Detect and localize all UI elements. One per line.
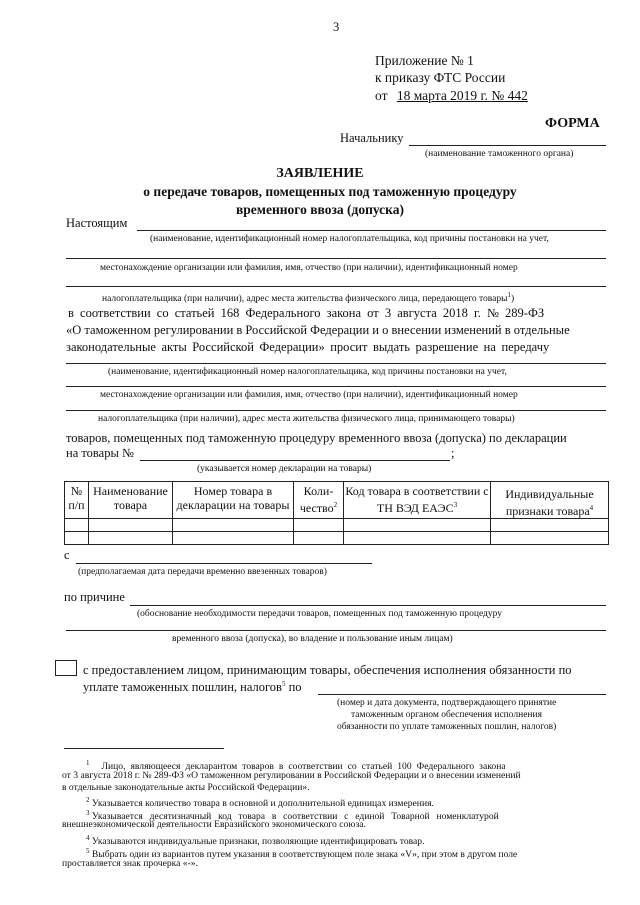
footnote-separator xyxy=(64,748,224,749)
paragraph-1-line3: законодательные акты Российской Федерации» просит выдать разрешение на передачу xyxy=(66,340,550,354)
table-cell[interactable] xyxy=(89,519,173,532)
header-features: Индивидуальные признаки товара$^4$ xyxy=(491,482,609,519)
footnote-1-line2: от 3 августа 2018 г. № 289-ФЗ «О таможенном регулировании в Российской Федерации и о внесении изменений xyxy=(62,770,521,781)
footnote-2: $^2$ Указывается количество товара в основной и дополнительной единицах измерения. xyxy=(86,796,434,810)
footnote-5-line1: $^5$ Выбрать один из вариантов путем указания в соответствующем поле знака «V», при этом в другом поле xyxy=(86,847,518,861)
subtitle-line1: о передаче товаров, помещенных под таможенную процедуру xyxy=(143,184,517,199)
receiver-field-3[interactable] xyxy=(66,410,606,411)
addressee-field[interactable] xyxy=(409,145,606,146)
footnote-3-line1: $^3$ Указывается десятизначный код товара в соответствии с единой Товарной номенклатурой xyxy=(86,809,499,823)
header-name: Наименование товара xyxy=(89,482,173,519)
header-date: 18 марта 2019 г. № 442 xyxy=(396,88,528,103)
table-cell[interactable] xyxy=(89,532,173,545)
declaration-caption: (указывается номер декларации на товары) xyxy=(197,464,372,474)
security-caption-1: (номер и дата документа, подтверждающего принятие xyxy=(337,698,557,708)
sender-caption-2: местонахождение организации или фамилия, имя, отчество (при наличии), идентификационный номер xyxy=(100,263,518,273)
intro-label: Настоящим xyxy=(66,216,128,230)
table-cell[interactable] xyxy=(491,532,609,545)
reason-field-2[interactable] xyxy=(66,630,606,631)
paragraph-1-line2: «О таможенном регулировании в Российской Федерации и о внесении изменений в отдельные xyxy=(66,323,570,337)
declaration-number-field[interactable] xyxy=(140,460,450,461)
receiver-field[interactable] xyxy=(66,363,606,364)
security-checkbox[interactable] xyxy=(55,660,77,676)
sender-field-3[interactable] xyxy=(66,286,606,287)
goods-table xyxy=(64,481,609,545)
sender-caption-3: налогоплательщика (при наличии), адрес места жительства физического лица, передающего товары$^1$) xyxy=(102,291,515,305)
receiver-field-2[interactable] xyxy=(66,386,606,387)
title: ЗАЯВЛЕНИЕ xyxy=(276,166,364,181)
semicolon: ; xyxy=(451,446,455,460)
security-caption-3: обязанности по уплате таможенных пошлин, налогов) xyxy=(337,722,557,732)
reason-caption-2: временного ввоза (допуска), во владение и пользование иным лицам) xyxy=(172,634,453,644)
table-cell[interactable] xyxy=(173,532,294,545)
table-cell[interactable] xyxy=(294,519,344,532)
footnote-3-line2: внешнеэкономической деятельности Евразийского экономического союза. xyxy=(62,819,366,830)
sender-caption-1: (наименование, идентификационный номер налогоплательщика, код причины постановки на учет, xyxy=(150,234,549,244)
header-order: к приказу ФТС России xyxy=(375,70,506,85)
reason-caption-1: (обоснование необходимости передачи товаров, помещенных под таможенную процедуру xyxy=(137,609,503,619)
form-label: ФОРМА xyxy=(545,116,600,131)
footnote-1-line1: $^1$ Лицо, являющееся декларантом товаров в соответствии со статьей 100 Федерального закона xyxy=(86,759,506,773)
subtitle-line2: временного ввоза (допуска) xyxy=(236,202,404,217)
header-date-prefix: от xyxy=(375,88,388,103)
checkbox-text-line2: уплате таможенных пошлин, налогов$^5$ по xyxy=(83,680,302,695)
security-caption-2: таможенным органом обеспечения исполнения xyxy=(351,710,542,720)
table-cell[interactable] xyxy=(173,519,294,532)
reason-field[interactable] xyxy=(130,605,606,606)
sender-field[interactable] xyxy=(137,230,606,231)
addressee-label: Начальнику xyxy=(340,131,404,145)
receiver-caption-2: местонахождение организации или фамилия, имя, отчество (при наличии), идентификационный номер xyxy=(100,390,518,400)
table-row xyxy=(65,532,609,545)
checkbox-text-line1: с предоставлением лицом, принимающим товары, обеспечения исполнения обязанности по xyxy=(83,663,572,677)
table-row xyxy=(65,519,609,532)
table-cell[interactable] xyxy=(491,519,609,532)
paragraph-2-line1: товаров, помещенных под таможенную процедуру временного ввоза (допуска) по декларации xyxy=(66,431,567,445)
receiver-caption-3: налогоплательщика (при наличии), адрес места жительства физического лица, принимающего товары) xyxy=(98,414,515,424)
security-document-field[interactable] xyxy=(318,694,606,695)
header-hs-code: Код товара в соответствии с ТН ВЭД ЕАЭС$^3$ xyxy=(344,482,491,519)
paragraph-1-line1: в соответствии со статьей 168 Федерального закона от 3 августа 2018 г. № 289-ФЗ xyxy=(68,306,545,320)
table-cell[interactable] xyxy=(65,532,89,545)
page-number: 3 xyxy=(333,20,340,34)
header-quantity: Коли-чество$^2$ xyxy=(294,482,344,519)
footnote-4: $^4$ Указываются индивидуальные признаки, позволяющие идентифицировать товар. xyxy=(86,834,425,848)
table-cell[interactable] xyxy=(294,532,344,545)
table-cell[interactable] xyxy=(344,532,491,545)
transfer-date-field[interactable] xyxy=(76,563,372,564)
header-appendix: Приложение № 1 xyxy=(375,53,474,68)
sender-field-2[interactable] xyxy=(66,258,606,259)
date-caption: (предполагаемая дата передачи временно ввезенных товаров) xyxy=(78,567,327,577)
footnote-1-line3: в отдельные законодательные акты Российской Федерации». xyxy=(62,782,310,793)
header-date-line xyxy=(375,88,528,104)
header-item-number: Номер товара в декларации на товары xyxy=(173,482,294,519)
addressee-caption: (наименование таможенного органа) xyxy=(425,149,574,159)
header-num: № п/п xyxy=(65,482,89,519)
table-cell[interactable] xyxy=(65,519,89,532)
date-label: с xyxy=(64,548,70,562)
table-cell[interactable] xyxy=(344,519,491,532)
footnote-5-line2: проставляется знак прочерка «-». xyxy=(62,858,198,869)
paragraph-2-line2: на товары № xyxy=(66,446,134,460)
receiver-caption-1: (наименование, идентификационный номер налогоплательщика, код причины постановки на учет, xyxy=(108,367,507,377)
reason-label: по причине xyxy=(64,590,125,604)
